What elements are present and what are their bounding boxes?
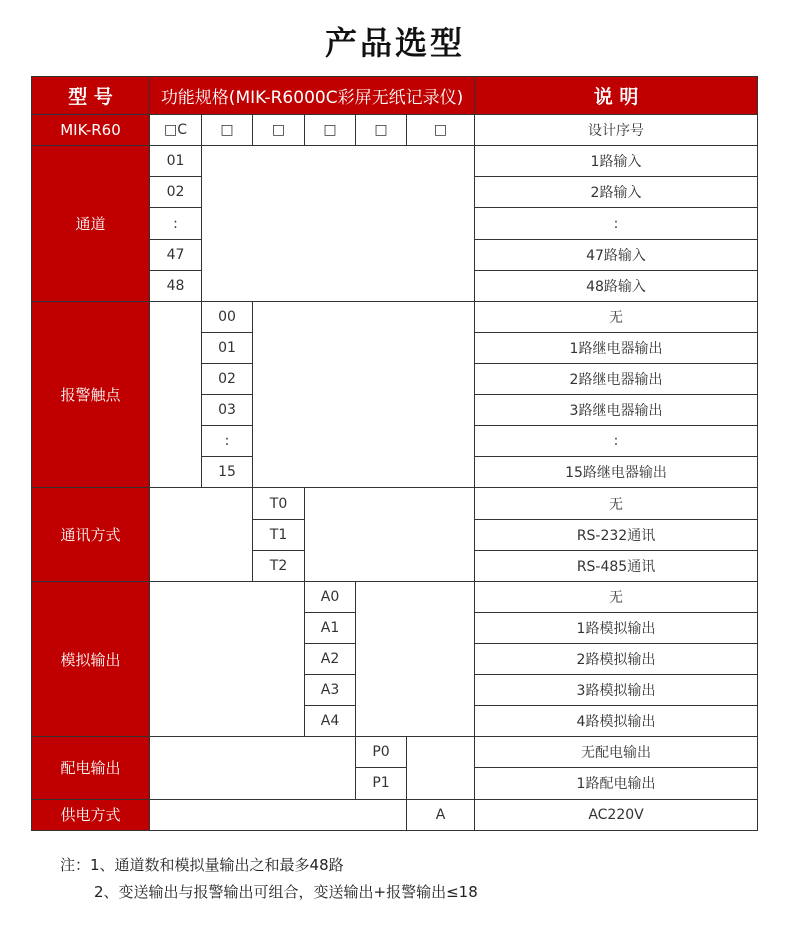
alarm-code: 02 xyxy=(202,364,253,395)
header-desc: 说 明 xyxy=(475,77,758,115)
alarm-desc: 2路继电器输出 xyxy=(475,364,758,395)
empty-cell xyxy=(150,737,356,799)
alarm-desc: 无 xyxy=(475,301,758,332)
alarm-desc: 3路继电器输出 xyxy=(475,395,758,426)
channel-code: 47 xyxy=(150,239,202,270)
header-model: 型 号 xyxy=(32,77,150,115)
supply-label: 供电方式 xyxy=(32,799,150,830)
channel-desc: 47路输入 xyxy=(475,239,758,270)
comm-code: T1 xyxy=(253,519,305,550)
analog-label: 模拟输出 xyxy=(32,581,150,737)
analog-code: A0 xyxy=(305,581,356,612)
model-label: MIK-R60 xyxy=(32,115,150,146)
alarm-code: 15 xyxy=(202,457,253,488)
analog-desc: 3路模拟输出 xyxy=(475,675,758,706)
model-code: □C xyxy=(150,115,202,146)
alarm-code: : xyxy=(202,426,253,457)
empty-cell xyxy=(407,737,475,799)
analog-code: A4 xyxy=(305,706,356,737)
empty-cell xyxy=(305,488,475,581)
alarm-code: 03 xyxy=(202,395,253,426)
analog-code: A3 xyxy=(305,675,356,706)
model-desc: 设计序号 xyxy=(475,115,758,146)
power-out-label: 配电输出 xyxy=(32,737,150,799)
empty-cell xyxy=(150,488,253,581)
alarm-code: 00 xyxy=(202,301,253,332)
empty-cell xyxy=(150,799,407,830)
empty-cell xyxy=(150,301,202,488)
channel-code: 01 xyxy=(150,146,202,177)
analog-desc: 4路模拟输出 xyxy=(475,706,758,737)
alarm-code: 01 xyxy=(202,332,253,363)
analog-code: A2 xyxy=(305,644,356,675)
channel-code: 02 xyxy=(150,177,202,208)
model-code: □ xyxy=(356,115,407,146)
channel-code: : xyxy=(150,208,202,239)
power-out-code: P0 xyxy=(356,737,407,768)
channel-desc: 2路输入 xyxy=(475,177,758,208)
comm-desc: 无 xyxy=(475,488,758,519)
comm-code: T2 xyxy=(253,550,305,581)
analog-code: A1 xyxy=(305,612,356,643)
empty-cell xyxy=(202,146,475,302)
model-code: □ xyxy=(253,115,305,146)
empty-cell xyxy=(150,581,305,737)
alarm-label: 报警触点 xyxy=(32,301,150,488)
empty-cell xyxy=(253,301,475,488)
note-2: 2、变送输出与报警输出可组合，变送输出+报警输出≤18 xyxy=(94,883,478,901)
channel-desc: : xyxy=(475,208,758,239)
channel-code: 48 xyxy=(150,270,202,301)
alarm-desc: 1路继电器输出 xyxy=(475,332,758,363)
model-code: □ xyxy=(305,115,356,146)
power-out-desc: 1路配电输出 xyxy=(475,768,758,799)
channel-label: 通道 xyxy=(32,146,150,302)
empty-cell xyxy=(356,581,475,737)
comm-code: T0 xyxy=(253,488,305,519)
power-out-desc: 无配电输出 xyxy=(475,737,758,768)
comm-desc: RS-232通讯 xyxy=(475,519,758,550)
analog-desc: 2路模拟输出 xyxy=(475,644,758,675)
model-code: □ xyxy=(202,115,253,146)
model-code: □ xyxy=(407,115,475,146)
notes xyxy=(60,852,478,906)
page-title: 产品选型 xyxy=(324,24,465,62)
alarm-desc: 15路继电器输出 xyxy=(475,457,758,488)
power-out-code: P1 xyxy=(356,768,407,799)
comm-label: 通讯方式 xyxy=(32,488,150,581)
note-1: 注：1、通道数和模拟量输出之和最多48路 xyxy=(60,856,344,874)
supply-desc: AC220V xyxy=(475,799,758,830)
channel-desc: 1路输入 xyxy=(475,146,758,177)
product-selection-table xyxy=(31,76,758,831)
comm-desc: RS-485通讯 xyxy=(475,550,758,581)
channel-desc: 48路输入 xyxy=(475,270,758,301)
analog-desc: 1路模拟输出 xyxy=(475,612,758,643)
header-spec: 功能规格(MIK-R6000C彩屏无纸记录仪) xyxy=(150,77,475,115)
analog-desc: 无 xyxy=(475,581,758,612)
alarm-desc: : xyxy=(475,426,758,457)
supply-code: A xyxy=(407,799,475,830)
